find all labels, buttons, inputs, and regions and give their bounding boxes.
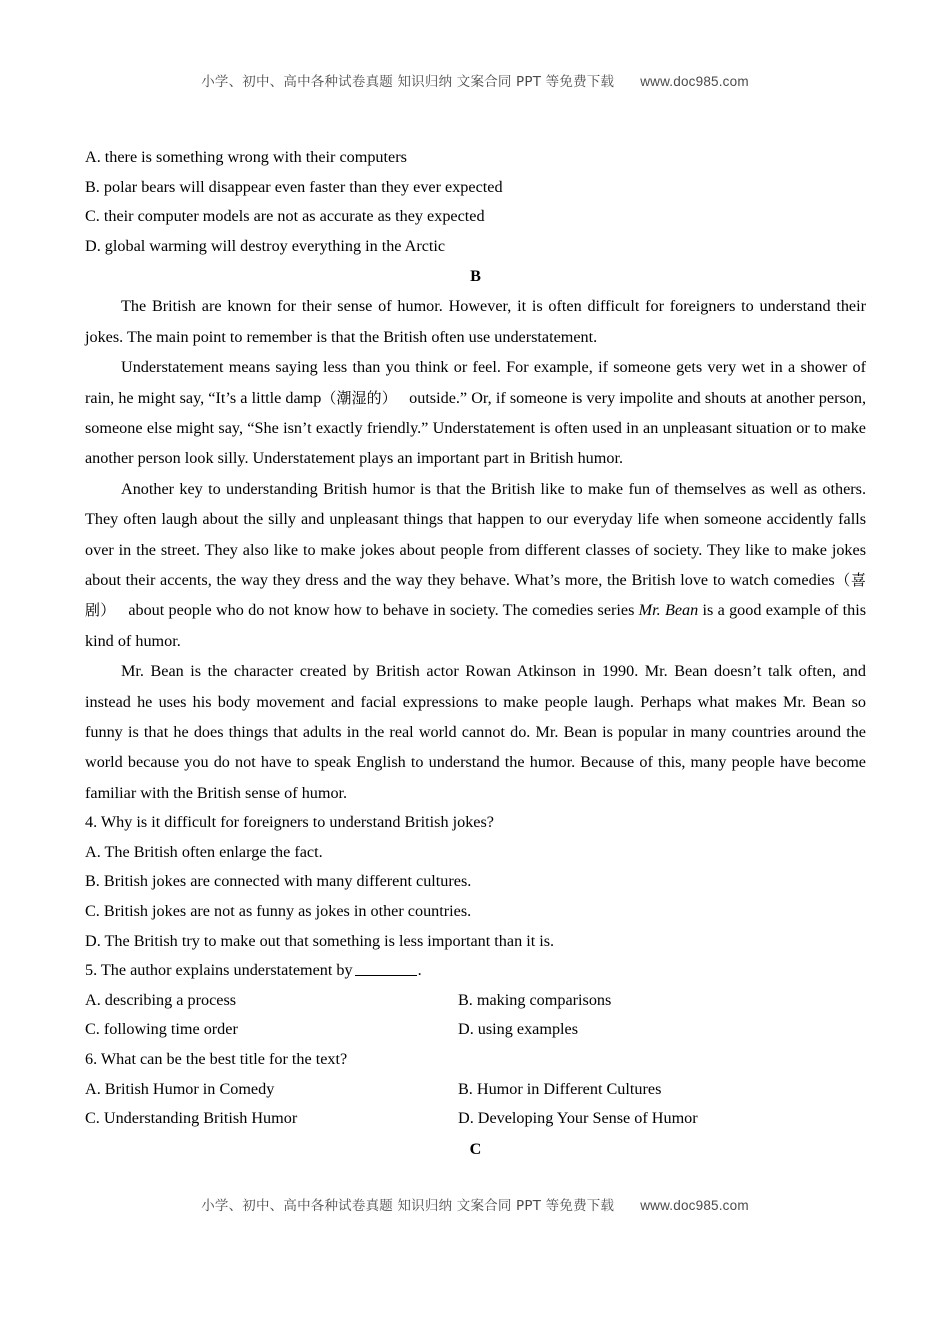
paragraph-3-text-part-2: about people who do not know how to behave in society. The comedies series <box>128 601 635 620</box>
question-6-option-c: C. Understanding British Humor <box>85 1109 298 1128</box>
option-line: B. polar bears will disappear even faster than they ever expected <box>85 177 503 196</box>
title-mr-bean: Mr. Bean <box>638 601 699 620</box>
footer-watermark-url: www.doc985.com <box>640 1198 749 1213</box>
paragraph-2-text-part-2: outside.” Or, if someone is very impolite and shouts at another person, someone else might say, “She isn’t exactly friendly.” Understatement is often used in an unpleasant situation or to make another person look silly. Understatement plays an important part in British humor. <box>85 388 866 468</box>
question-4-option-a: A. The British often enlarge the fact. <box>85 842 323 861</box>
chinese-gloss-comedies: （喜剧） <box>85 571 866 620</box>
question-5-options-row-2 <box>85 1015 866 1045</box>
question-4-option-b: B. British jokes are connected with many different cultures. <box>85 872 472 891</box>
question-6-options-row-2 <box>85 1104 866 1134</box>
passage-paragraph-3 <box>85 474 866 656</box>
question-4-stem: 4. Why is it difficult for foreigners to understand British jokes? <box>85 813 494 832</box>
question-5-option-a: A. describing a process <box>85 990 237 1009</box>
section-letter-b: B <box>470 267 481 286</box>
document-content <box>85 143 866 1164</box>
question-5-option-b: B. making comparisons <box>458 990 612 1009</box>
question-6-options-row-1 <box>85 1075 866 1105</box>
option-line: A. there is something wrong with their computers <box>85 148 407 166</box>
question-6-option-a: A. British Humor in Comedy <box>85 1079 275 1098</box>
question-5-option-d: D. using examples <box>458 1020 579 1039</box>
passage-paragraph-1: The British are known for their sense of humor. However, it is often difficult for foreigners to understand their jokes. The main point to remember is that the British often use understatement. <box>85 297 866 346</box>
question-5-stem <box>85 956 866 986</box>
passage-paragraph-2 <box>85 352 866 474</box>
question-4-option-c: C. British jokes are not as funny as jokes in other countries. <box>85 902 472 921</box>
header-watermark-chinese-text: 小学、初中、高中各种试卷真题 知识归纳 文案合同 PPT 等免费下载 <box>201 74 615 90</box>
answer-blank <box>355 963 417 976</box>
section-letter-c: C <box>469 1139 482 1158</box>
question-4-option-d: D. The British try to make out that something is less important than it is. <box>85 931 555 950</box>
question-5-options-row-1 <box>85 986 866 1016</box>
question-6-option-b: B. Humor in Different Cultures <box>458 1079 662 1098</box>
paragraph-3-text-part-3: is a good example of this kind of humor. <box>85 601 866 650</box>
question-6-stem: 6. What can be the best title for the text? <box>85 1050 348 1069</box>
header-watermark-url: www.doc985.com <box>640 74 749 89</box>
header-watermark <box>0 70 950 90</box>
footer-watermark <box>0 1194 950 1214</box>
passage-paragraph-4: Mr. Bean is the character created by British actor Rowan Atkinson in 1990. Mr. Bean doesn’t talk often, and instead he uses his body movement and facial expressions to make people laugh. Perhaps what makes Mr. Bean so funny is that he does things that adults in the real world cannot do. Mr. Bean is popular in many countries around the world because you do not have to speak English to understand the humor. Because of this, many people have become familiar with the British sense of humor. <box>85 662 866 802</box>
question-5-stem-period: . <box>417 961 422 980</box>
question-6-option-d: D. Developing Your Sense of Humor <box>458 1109 698 1128</box>
option-line: D. global warming will destroy everything in the Arctic <box>85 236 446 255</box>
paragraph-2-text-part-1: Understatement means saying less than you think or feel. For example, if someone gets very wet in a shower of rain, he might say, “It’s a little damp <box>85 358 866 407</box>
paragraph-3-text-part-1: Another key to understanding British humor is that the British like to make fun of themselves as well as others. They often laugh about the silly and unpleasant things that happen to our everyday life when someone accidently falls over in the street. They also like to make jokes about people from different classes of society. They like to make jokes about their accents, the way they dress and the way they behave. What’s more, the British love to watch comedies <box>85 479 866 590</box>
question-5-stem-text: 5. The author explains understatement by <box>85 961 353 980</box>
option-line: C. their computer models are not as accurate as they expected <box>85 207 485 226</box>
question-5-option-c: C. following time order <box>85 1020 238 1039</box>
chinese-gloss-damp: （潮湿的） <box>321 388 397 407</box>
footer-watermark-chinese-text: 小学、初中、高中各种试卷真题 知识归纳 文案合同 PPT 等免费下载 <box>201 1198 615 1214</box>
